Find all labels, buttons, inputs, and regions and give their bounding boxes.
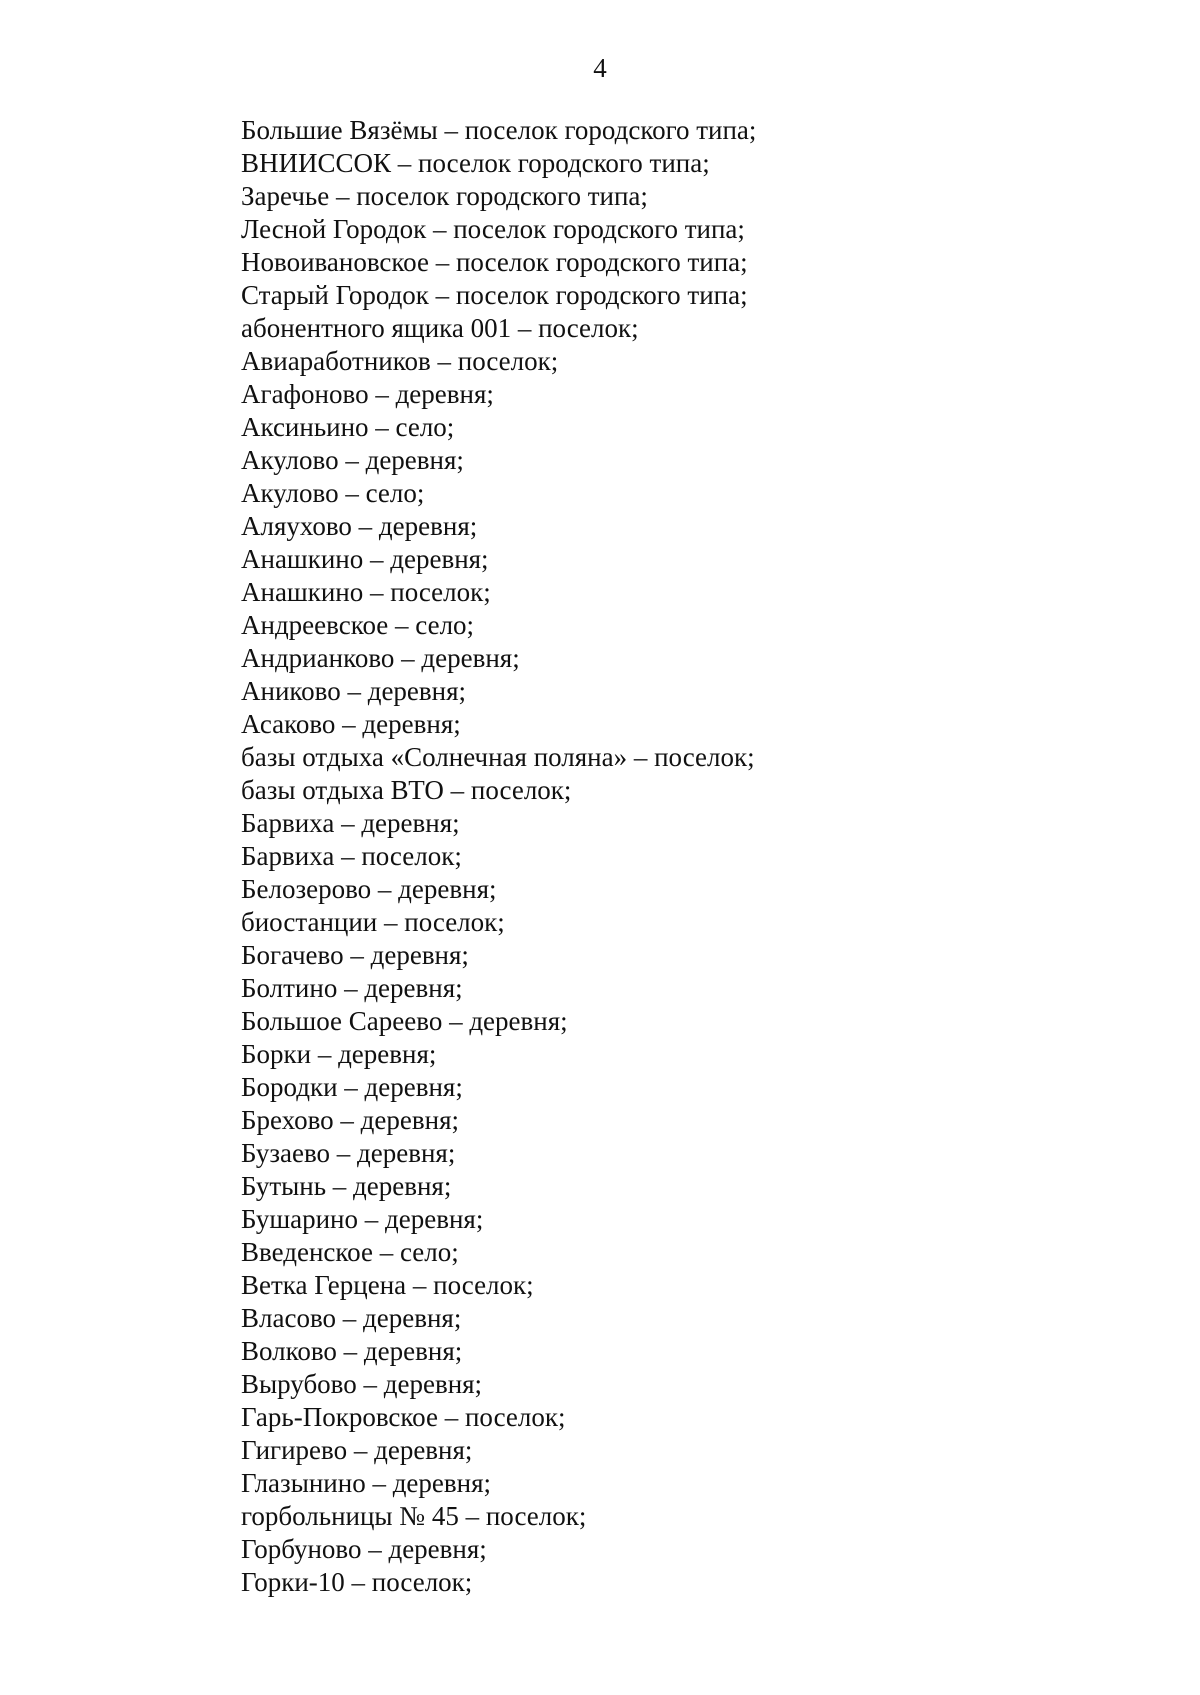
list-item: Асаково – деревня; [241, 709, 461, 739]
list-item: Акулово – деревня; [241, 445, 464, 475]
list-item: Борки – деревня; [241, 1039, 437, 1069]
list-item: Заречье – поселок городского типа; [241, 181, 648, 211]
list-item: Андрианково – деревня; [241, 643, 520, 673]
list-item: Ветка Герцена – поселок; [241, 1270, 534, 1300]
list-item: Лесной Городок – поселок городского типа; [241, 214, 745, 244]
list-item: Вырубово – деревня; [241, 1369, 483, 1399]
list-item: Гигирево – деревня; [241, 1435, 473, 1465]
list-item: Большое Сареево – деревня; [241, 1006, 568, 1036]
list-item: Авиаработников – поселок; [241, 346, 559, 376]
list-item: Агафоново – деревня; [241, 379, 494, 409]
list-item: Большие Вязёмы – поселок городского типа; [241, 115, 757, 145]
list-item: Старый Городок – поселок городского типа; [241, 280, 748, 310]
list-item: абонентного ящика 001 – поселок; [241, 313, 639, 343]
list-item: ВНИИССОК – поселок городского типа; [241, 148, 710, 178]
list-item: Введенское – село; [241, 1237, 459, 1267]
list-item: Горбуново – деревня; [241, 1534, 487, 1564]
list-item: базы отдыха «Солнечная поляна» – поселок; [241, 742, 755, 772]
list-item: базы отдыха ВТО – поселок; [241, 775, 572, 805]
list-item: Барвиха – деревня; [241, 808, 460, 838]
list-item: биостанции – поселок; [241, 907, 505, 937]
list-item: Брехово – деревня; [241, 1105, 459, 1135]
list-item: Аниково – деревня; [241, 676, 467, 706]
list-item: Анашкино – деревня; [241, 544, 489, 574]
list-item: Белозерово – деревня; [241, 874, 497, 904]
list-item: Аксиньино – село; [241, 412, 455, 442]
list-item: Горки-10 – поселок; [241, 1567, 473, 1597]
list-item: Власово – деревня; [241, 1303, 462, 1333]
list-item: Гарь-Покровское – поселок; [241, 1402, 566, 1432]
settlement-list [241, 114, 756, 1599]
list-item: Андреевское – село; [241, 610, 475, 640]
list-item: Глазынино – деревня; [241, 1468, 492, 1498]
list-item: Аляухово – деревня; [241, 511, 478, 541]
list-item: Богачево – деревня; [241, 940, 469, 970]
list-item: Бушарино – деревня; [241, 1204, 484, 1234]
list-item: Барвиха – поселок; [241, 841, 462, 871]
list-item: Бутынь – деревня; [241, 1171, 452, 1201]
list-item: Бородки – деревня; [241, 1072, 463, 1102]
list-item: Бузаево – деревня; [241, 1138, 456, 1168]
list-item: горбольницы № 45 – поселок; [241, 1501, 587, 1531]
list-item: Акулово – село; [241, 478, 425, 508]
list-item: Анашкино – поселок; [241, 577, 491, 607]
list-item: Волково – деревня; [241, 1336, 463, 1366]
list-item: Новоивановское – поселок городского типа; [241, 247, 748, 277]
page-number: 4 [593, 53, 607, 83]
list-item: Болтино – деревня; [241, 973, 463, 1003]
